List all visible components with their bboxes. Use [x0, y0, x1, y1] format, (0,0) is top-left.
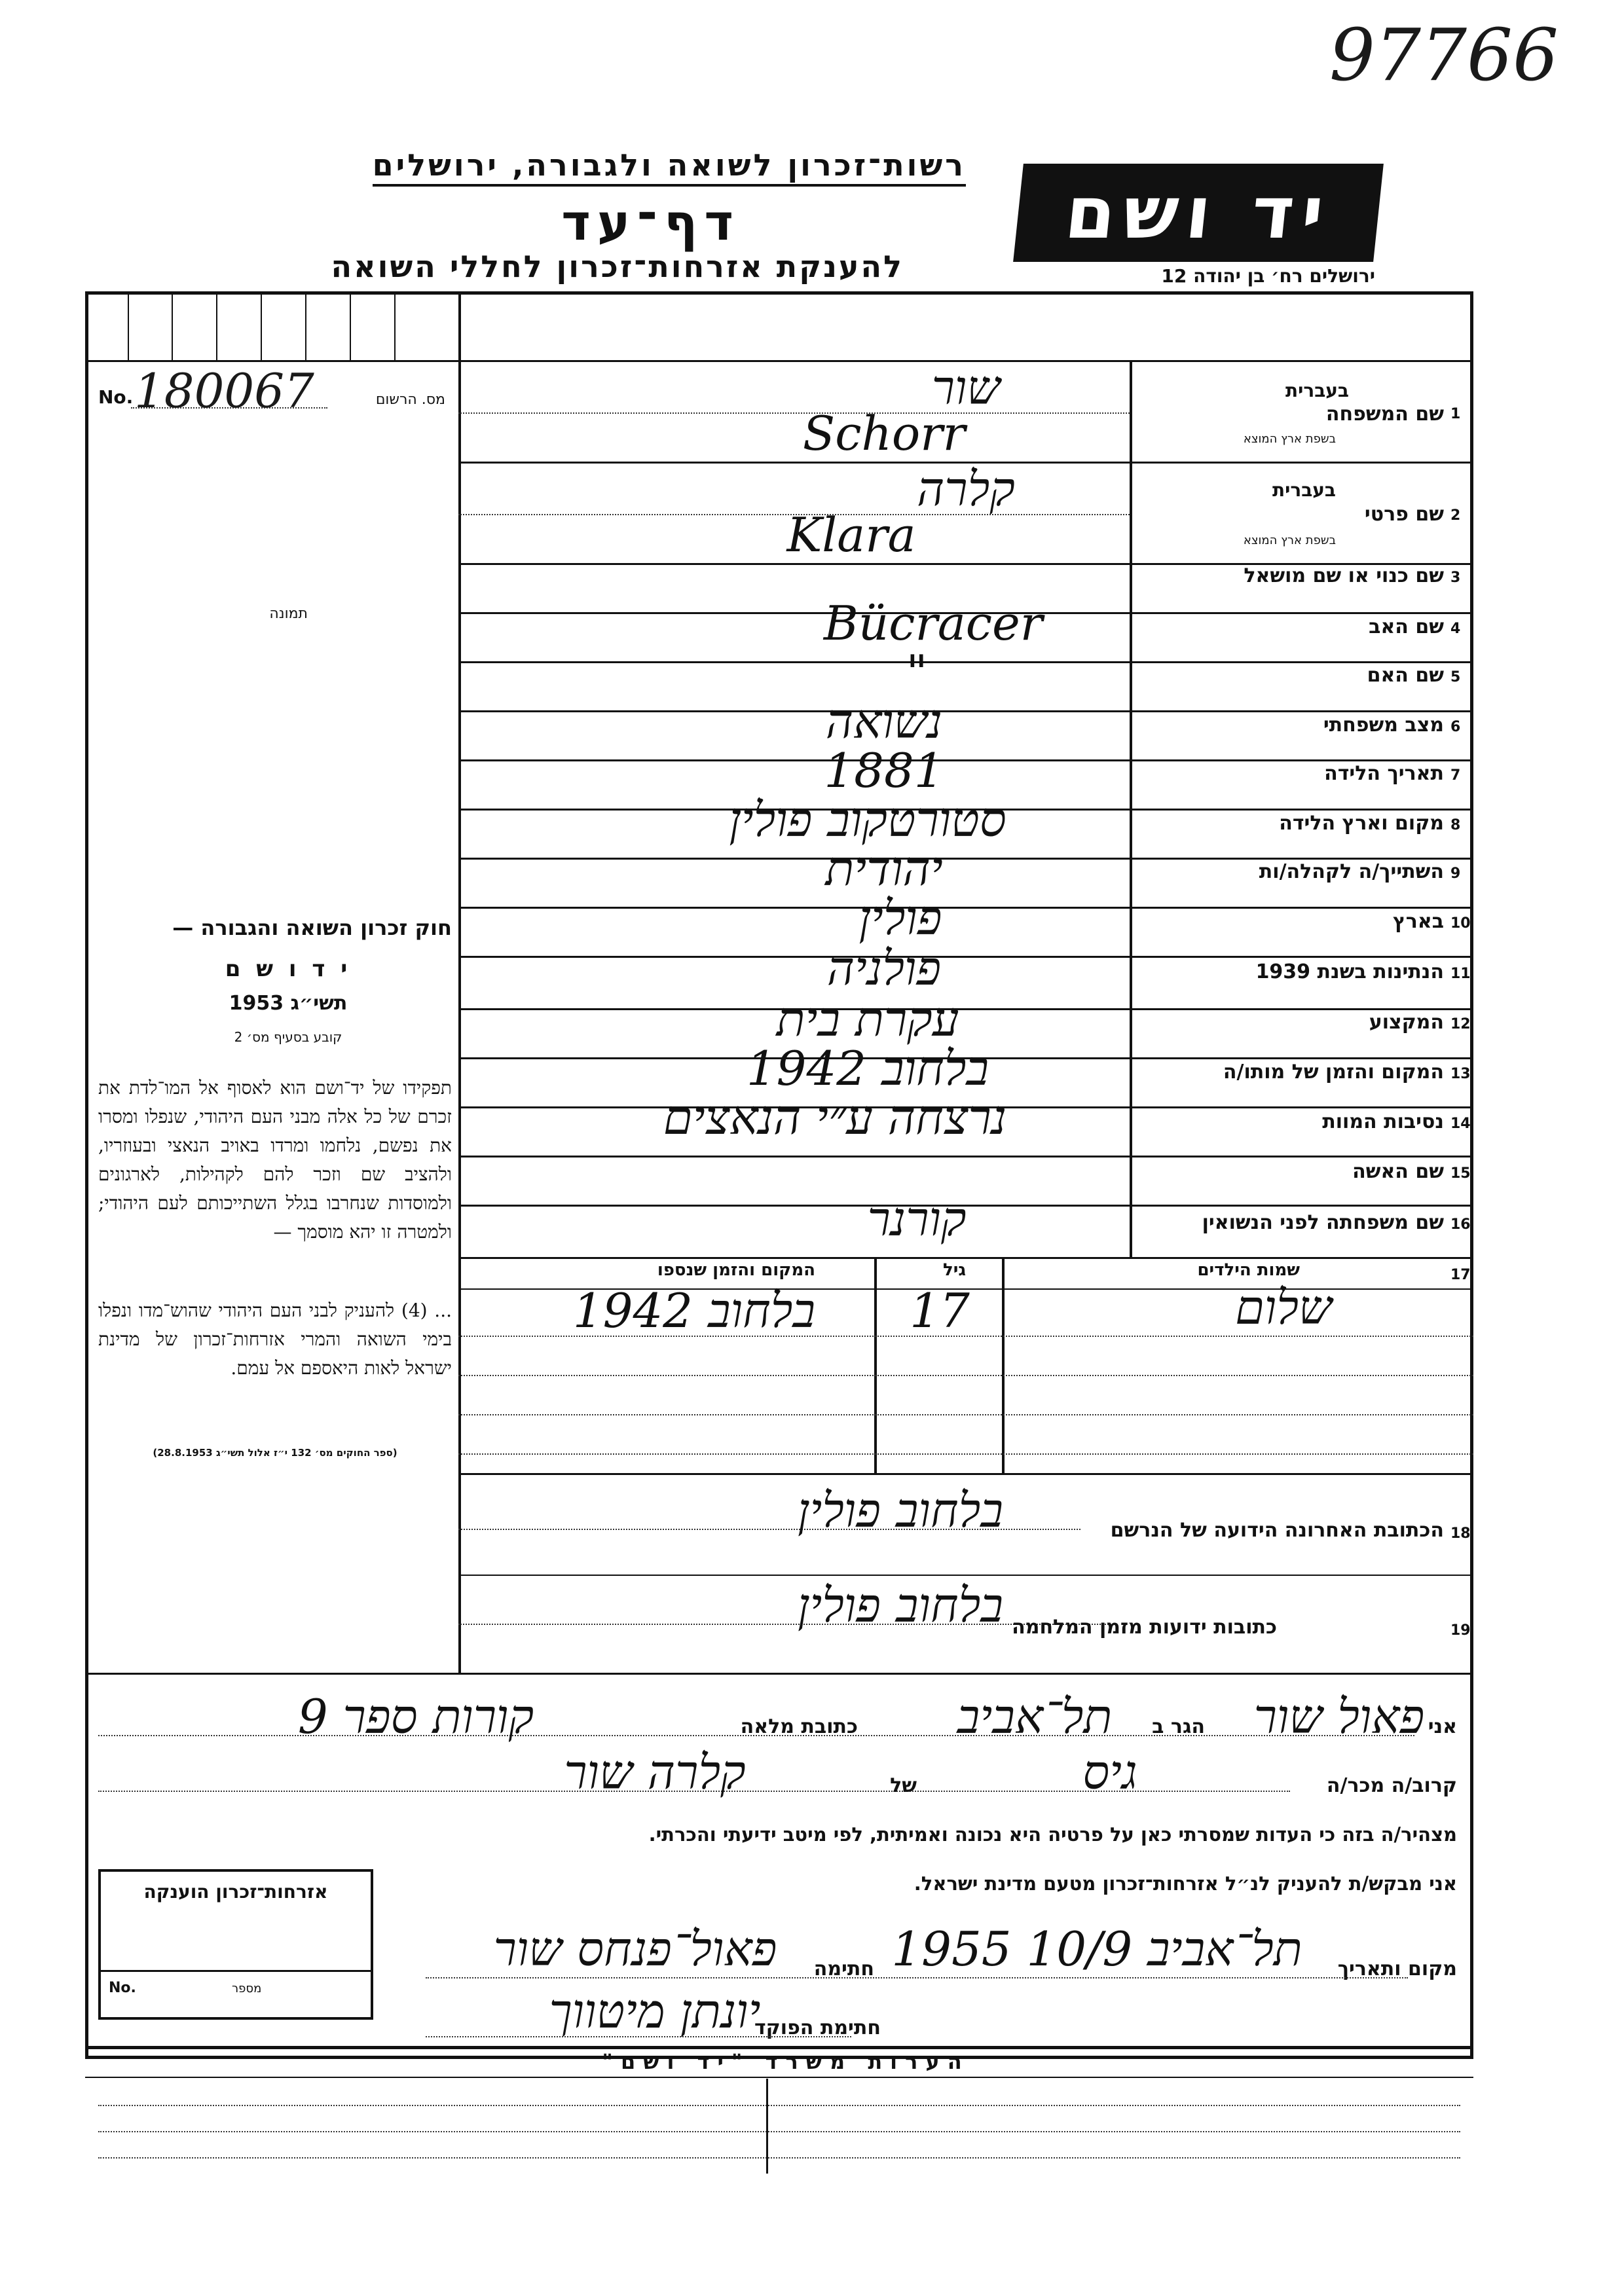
- citizenship-number-label: מספר: [232, 1982, 262, 1995]
- field-6-value[interactable]: נשואה: [825, 694, 943, 749]
- registration-label: מס. הרשום: [375, 392, 445, 408]
- field-1-value-origin[interactable]: Schorr: [802, 406, 966, 461]
- citizenship-box: [98, 1869, 373, 2020]
- law-title: חוק זכרון השואה והגבורה —: [172, 915, 452, 940]
- field-1-number: 1: [1450, 406, 1461, 422]
- office-notes-title: הערות משרד "יד ושם": [602, 2049, 970, 2074]
- field-8-number: 8: [1450, 817, 1461, 833]
- field-16-value[interactable]: קורנר: [867, 1192, 967, 1247]
- field-19-number: 19: [1450, 1622, 1471, 1639]
- full-address[interactable]: קורות ספר 9: [297, 1689, 534, 1744]
- field-12-value[interactable]: עקרת בית: [776, 992, 959, 1047]
- field-19-value[interactable]: בלחוב פולין: [797, 1578, 1004, 1633]
- field-18-label: הכתובת האחרונה הידועה של הנרשם: [1110, 1519, 1444, 1542]
- field-1-label: שם המשפחה: [1325, 403, 1444, 426]
- field-2-sub-hebrew: בעברית: [1272, 479, 1336, 501]
- field-10-number: 10: [1450, 915, 1471, 932]
- children-age-header: גיל: [942, 1260, 966, 1280]
- signature-label: חתימה: [813, 1958, 874, 1980]
- archive-number: 97766: [1329, 13, 1559, 97]
- address: ירושלים רח׳ בן יהודה 12: [1161, 265, 1375, 287]
- field-3-number: 3: [1450, 570, 1461, 586]
- field-11-label: הנתינות בשנת 1939: [1255, 960, 1444, 983]
- statement-1: מצהיר/ה בזה כי העדות שמסרתי כאן על פרטיה היא נכונה ואמיתית, לפי מיטב ידיעתי והכרתי.: [648, 1823, 1457, 1846]
- of-name[interactable]: קלרה שור: [564, 1745, 746, 1800]
- statement-2: אני מבקש/ת להעניק לנ״ל אזרחות־זכרון מטעם מדינת ישראל.: [913, 1872, 1457, 1895]
- field-14-number: 14: [1450, 1116, 1471, 1132]
- field-15-number: 15: [1450, 1165, 1471, 1182]
- field-7-label: תאריך הלידה: [1324, 762, 1444, 785]
- children-place-header: המקום והזמן שנספו: [657, 1260, 815, 1280]
- field-14-label: נסיבות המוות: [1322, 1110, 1444, 1133]
- field-8-label: מקום וארץ הלידה: [1279, 812, 1444, 835]
- field-1-sub-hebrew: בעברית: [1285, 380, 1349, 401]
- field-13-label: המקום והזמן של מותו/ה: [1223, 1061, 1444, 1084]
- field-1-value-hebrew[interactable]: שור: [931, 360, 1001, 415]
- field-4-label: שם האב: [1369, 615, 1444, 638]
- field-12-label: המקצוע: [1369, 1011, 1444, 1034]
- place-date-label: מקום ותאריך: [1337, 1958, 1457, 1980]
- law-section: קובע בסעיף מס׳ 2: [234, 1029, 342, 1045]
- field-1-sub-origin: בשפת ארץ המוצא: [1243, 432, 1336, 446]
- full-address-label: כתובת מלאה: [740, 1715, 858, 1738]
- field-2-value-origin[interactable]: Klara: [786, 507, 916, 562]
- field-4-value[interactable]: Bücracer: [823, 596, 1043, 651]
- field-13-value[interactable]: בלחוב 1942: [746, 1041, 989, 1096]
- law-year: תשי״ג 1953: [229, 992, 348, 1015]
- law-name: י ד ו ש ם: [225, 956, 352, 982]
- officer-signature[interactable]: יונתן מיטווך: [549, 1984, 761, 2039]
- field-11-number: 11: [1450, 966, 1471, 982]
- field-10-value[interactable]: פולין: [858, 890, 942, 945]
- field-18-value[interactable]: בלחוב פולין: [797, 1483, 1004, 1538]
- field-6-number: 6: [1450, 719, 1461, 735]
- registration-prefix: No.: [98, 386, 134, 408]
- residing-city[interactable]: תל־אביב: [957, 1689, 1113, 1744]
- field-12-number: 12: [1450, 1016, 1471, 1032]
- field-2-number: 2: [1450, 507, 1461, 524]
- field-14-value[interactable]: נרצחה ע״י הנאצים: [663, 1090, 1007, 1145]
- field-17-number: 17: [1450, 1267, 1471, 1283]
- field-6-label: מצב משפחתי: [1323, 714, 1444, 737]
- field-7-value[interactable]: 1881: [824, 743, 944, 798]
- citizenship-number-prefix: No.: [109, 1980, 136, 1996]
- field-2-label: שם פרטי: [1364, 503, 1444, 526]
- declarant-name[interactable]: פאול שור: [1253, 1689, 1425, 1744]
- field-5-label: שם האם: [1367, 664, 1444, 687]
- field-2-sub-origin: בשפת ארץ המוצא: [1243, 534, 1336, 547]
- child-1-name[interactable]: שלום: [1234, 1280, 1332, 1335]
- law-footnote: (ספר החוקים מס׳ 132 י״ז אלול תשי״ג 28.8.1953): [153, 1447, 397, 1459]
- of-label: של: [890, 1774, 917, 1797]
- field-18-number: 18: [1450, 1525, 1471, 1542]
- field-9-value[interactable]: יהודית: [825, 841, 943, 896]
- field-5-number: 5: [1450, 669, 1461, 685]
- field-19-label: כתובות ידועות מזמן המלחמה: [1012, 1616, 1277, 1639]
- children-names-header: שמות הילדים: [1197, 1260, 1300, 1280]
- declaration-ani: אני: [1428, 1715, 1457, 1738]
- signature[interactable]: פאול־פנחס שור: [493, 1922, 777, 1977]
- form-title: דף־עד: [561, 193, 740, 251]
- child-1-place-time[interactable]: בלחוב 1942: [572, 1283, 816, 1338]
- field-4-number: 4: [1450, 621, 1461, 637]
- field-3-label: שם כנוי או שם מושאל: [1244, 564, 1444, 587]
- relation-value[interactable]: גיס: [1082, 1745, 1137, 1800]
- citizenship-title: אזרחות־זכרון הוענקה: [143, 1881, 328, 1903]
- field-16-label: שם משפחתה לפני הנשואין: [1202, 1211, 1444, 1234]
- place-date[interactable]: תל־אביב 10/9 1955: [891, 1922, 1302, 1977]
- field-5-value[interactable]: ": [906, 645, 928, 700]
- field-7-number: 7: [1450, 767, 1461, 784]
- field-11-value[interactable]: פולניה: [826, 941, 942, 996]
- field-8-value[interactable]: סטורטקוב פולין: [729, 792, 1006, 847]
- field-9-number: 9: [1450, 866, 1461, 882]
- field-9-label: השתייך/ה לקהלה/ות: [1259, 860, 1444, 883]
- photo-label: תמונה: [269, 606, 308, 622]
- form-subtitle: להענקת אזרחות־זכרון לחללי השואה: [331, 249, 904, 284]
- law-paragraph-1: תפקידו של יד־ושם הוא לאסוף אל המו־לדת את זכרם של כל אלה מבני העם היהודי, שנפלו ומסרו את נפשם, נלחמו ומרדו באויב הנאצי ובעוזריו, ולהציב שם וזכר להם לקהילות, לארגונים ולמוסדות שנחרבו בגלל השתייכותם לעם היהודי; ולמטרה זו יהא מוסמך —: [98, 1077, 452, 1243]
- field-15-label: שם האשה: [1352, 1160, 1444, 1183]
- field-10-label: בארץ: [1392, 910, 1444, 933]
- field-16-number: 16: [1450, 1216, 1471, 1233]
- field-13-number: 13: [1450, 1066, 1471, 1082]
- officer-label: חתימת הפוקד: [754, 2016, 881, 2039]
- logo-text: יד ושם: [1061, 171, 1336, 255]
- authority-header: רשות־זכרון לשואה ולגבורה, ירושלים: [373, 147, 966, 187]
- law-paragraph-2: ... (4) להעניק לבני העם היהודי שהוש־מדו ונפלו בימי השואה והמרי אזרחות־זכרון של מדינת ישראל לאות היאספם אל עמם.: [98, 1300, 452, 1379]
- relative-label: קרוב/ה מכר/ה: [1326, 1774, 1457, 1797]
- child-1-age[interactable]: 17: [910, 1283, 970, 1338]
- yad-vashem-logo: [1013, 164, 1384, 262]
- field-2-value-hebrew[interactable]: קלרה: [917, 462, 1015, 517]
- registration-value: 180067: [134, 363, 314, 418]
- residing-label: הגר ב: [1152, 1715, 1205, 1738]
